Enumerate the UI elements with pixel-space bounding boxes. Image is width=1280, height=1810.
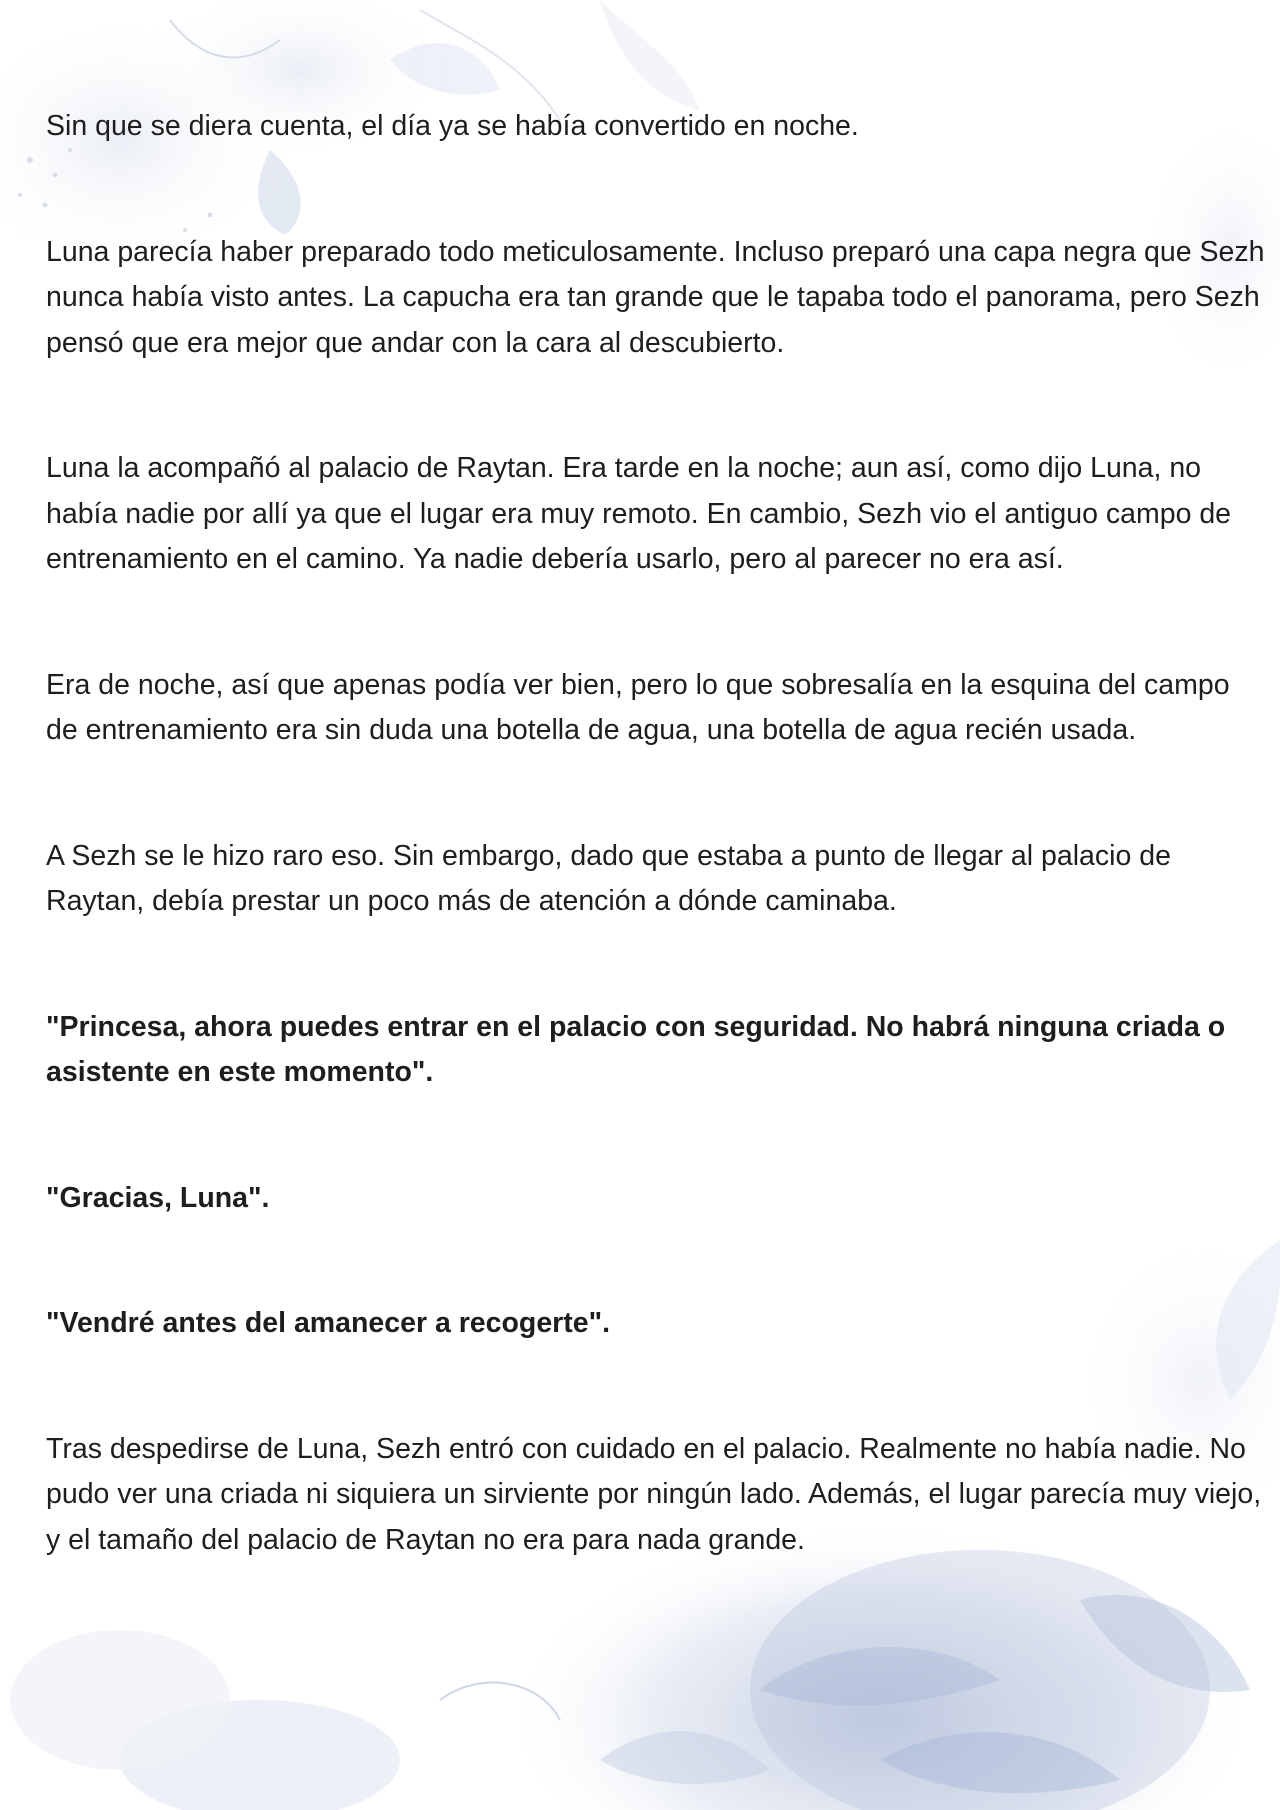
dialogue-line-2: "Gracias, Luna". xyxy=(46,1181,270,1214)
paragraph-6: Tras despedirse de Luna, Sezh entró con cuidado en el palacio. Realmente no había nadie. No pudo ver una criada ni siquiera un sirviente por ningún lado. Además, el lugar parecía muy viejo, y el tamaño del palacio de Raytan no era para nada grande. xyxy=(46,1432,1262,1556)
paragraph-gap xyxy=(46,754,1266,834)
paragraph-1: Sin que se diera cuenta, el día ya se había convertido en noche. xyxy=(46,110,859,142)
chapter-text xyxy=(46,104,1266,1563)
paragraph-gap xyxy=(46,150,1266,230)
paragraph-4: Era de noche, así que apenas podía ver bien, pero lo que sobresalía en la esquina del campo de entrenamiento era sin duda una botella de agua, una botella de agua recién usada. xyxy=(46,668,1230,746)
paragraph-gap xyxy=(46,366,1266,446)
bottom-watercolor-rose xyxy=(10,1520,1260,1810)
dialogue-line-3: "Vendré antes del amanecer a recogerte". xyxy=(46,1307,611,1339)
paragraph-gap xyxy=(46,583,1266,663)
paragraph-gap xyxy=(46,1347,1266,1427)
paragraph-3: Luna la acompañó al palacio de Raytan. Era tarde en la noche; aun así, como dijo Luna, no había nadie por allí ya que el lugar era muy remoto. En cambio, Sezh vio el antiguo campo de entrenamiento en el camino. Ya nadie debería usarlo, pero al parecer no era así. xyxy=(46,452,1232,575)
paragraph-gap xyxy=(46,1096,1266,1176)
paragraph-2: Luna parecía haber preparado todo meticulosamente. Incluso preparó una capa negra que Sezh nunca había visto antes. La capucha era tan grande que le tapaba todo el panorama, pero Sezh pensó que era mejor que andar con la cara al descubierto. xyxy=(46,235,1265,359)
paragraph-gap xyxy=(46,1221,1266,1301)
paragraph-5: A Sezh se le hizo raro eso. Sin embargo, dado que estaba a punto de llegar al palacio de Raytan, debía prestar un poco más de atención a dónde caminaba. xyxy=(46,839,1171,917)
paragraph-gap xyxy=(46,925,1266,1005)
dialogue-line-1: "Princesa, ahora puedes entrar en el palacio con seguridad. No habrá ninguna criada o asistente en este momento". xyxy=(46,1010,1226,1088)
